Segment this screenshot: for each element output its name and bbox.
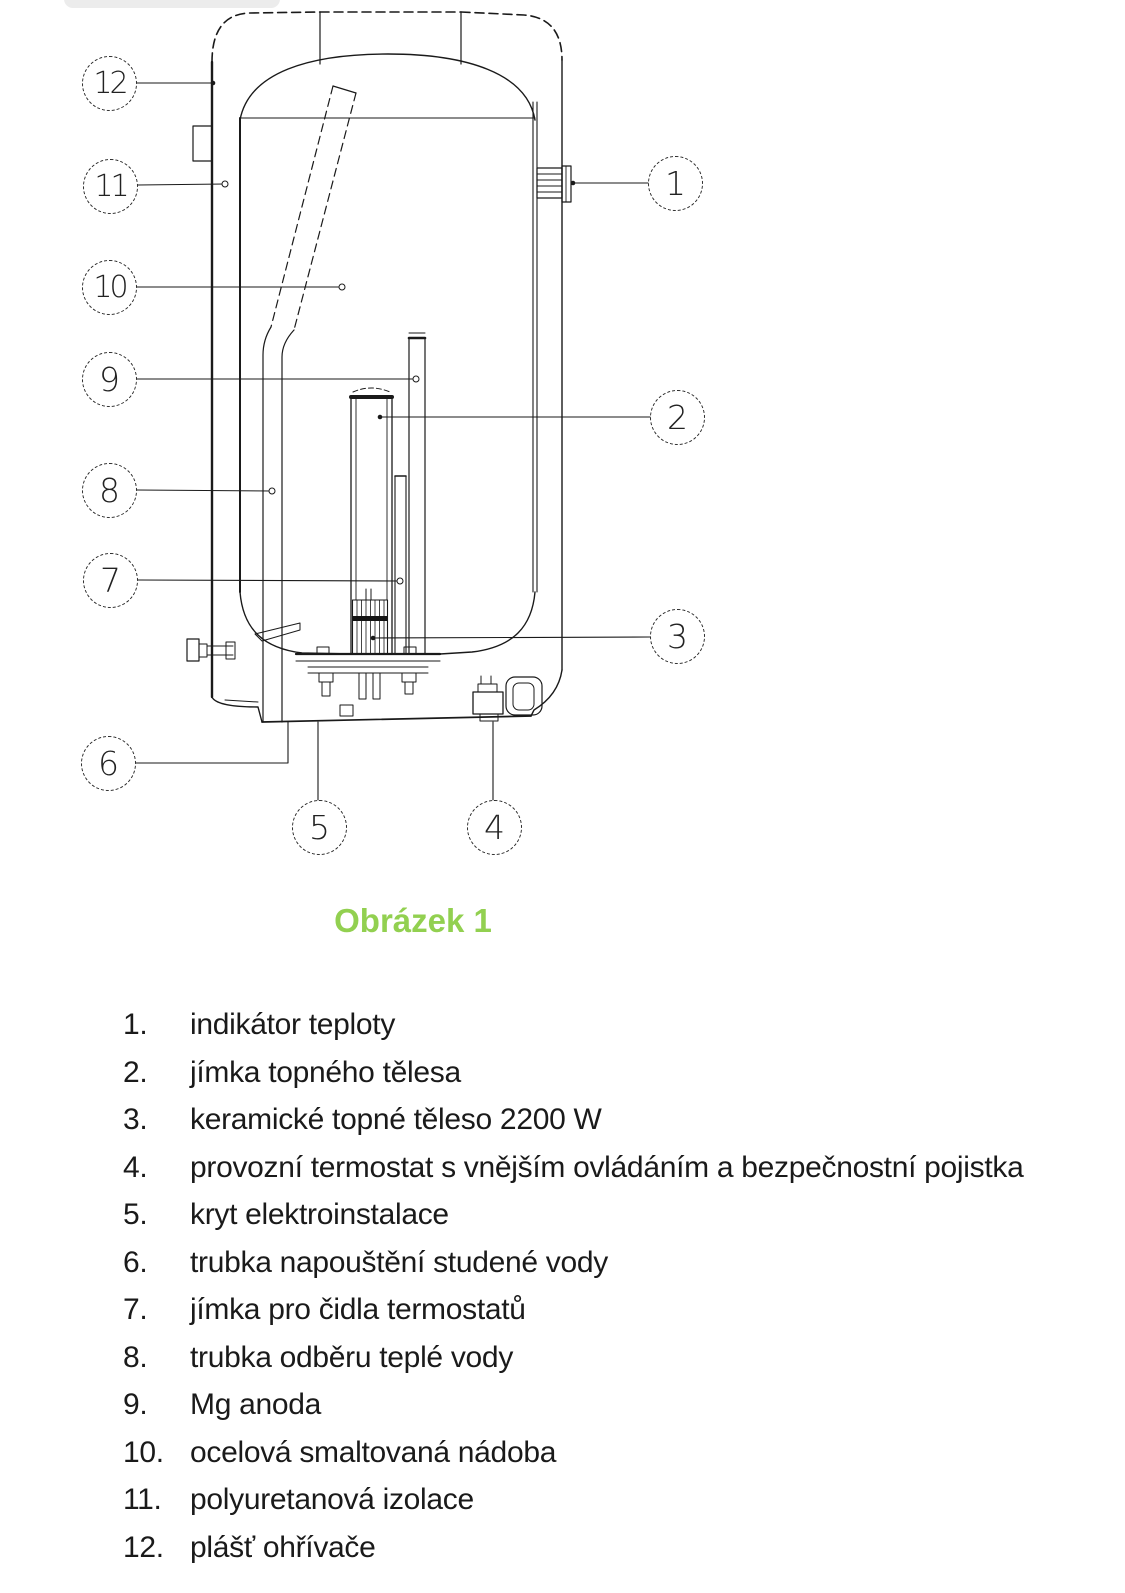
temperature-indicator-fitting: [537, 166, 571, 202]
legend-item-label: Mg anoda: [190, 1388, 322, 1421]
water-tubes: [263, 86, 356, 722]
legend-item-label: plášť ohřívače: [190, 1530, 376, 1564]
callout-8: 8: [82, 463, 137, 518]
legend-item-3: [123, 1100, 1073, 1148]
legend-item-label: kryt elektroinstalace: [190, 1198, 449, 1231]
legend-item-label: provozní termostat s vnějším ovládáním a bezpečnostní pojistka: [190, 1150, 1024, 1184]
flange-assembly: [296, 647, 440, 699]
heating-element: [353, 589, 388, 654]
legend-item-number: 11.: [123, 1483, 162, 1516]
legend-item-label: jímka pro čidla termostatů: [190, 1293, 526, 1326]
thermostat-pocket-tube: [395, 476, 406, 654]
legend-item-9: [123, 1385, 1073, 1433]
callout-7: 7: [83, 553, 138, 608]
legend-item-number: 9.: [123, 1388, 148, 1421]
callout-5: 5: [292, 800, 347, 855]
callout-9: 9: [82, 352, 137, 407]
tank-outline: [240, 54, 537, 654]
legend-item-4: [123, 1148, 1073, 1196]
legend-item-1: [123, 1005, 1073, 1053]
callout-4: 4: [467, 800, 522, 855]
callout-2: 2: [650, 390, 705, 445]
legend-item-label: trubka odběru teplé vody: [190, 1340, 514, 1374]
legend-list: [123, 1005, 1073, 1575]
legend-item-11: [123, 1480, 1073, 1528]
callout-10: 10: [82, 260, 137, 315]
callout-12: 12: [82, 56, 137, 111]
callout-11: 11: [83, 159, 138, 214]
legend-item-5: [123, 1195, 1073, 1243]
legend-item-number: 8.: [123, 1340, 148, 1374]
legend-item-number: 12.: [123, 1530, 164, 1564]
legend-item-number: 7.: [123, 1293, 148, 1326]
callout-1: 1: [648, 156, 703, 211]
legend-item-label: indikátor teploty: [190, 1008, 396, 1041]
legend-item-number: 1.: [123, 1008, 148, 1041]
legend-item-number: 6.: [123, 1245, 148, 1279]
legend-item-7: [123, 1290, 1073, 1338]
legend-item-label: polyuretanová izolace: [190, 1483, 474, 1516]
legend-item-label: trubka napouštění studené vody: [190, 1245, 608, 1279]
callout-6: 6: [81, 736, 136, 791]
legend-item-10: [123, 1433, 1073, 1481]
legend-item-label: ocelová smaltovaná nádoba: [190, 1435, 557, 1469]
legend-item-number: 5.: [123, 1198, 148, 1231]
bottom-cover: [340, 705, 353, 716]
legend-item-8: [123, 1338, 1073, 1386]
legend-item-2: [123, 1053, 1073, 1101]
legend-item-label: keramické topné těleso 2200 W: [190, 1103, 602, 1136]
legend-item-number: 3.: [123, 1103, 148, 1136]
legend-item-12: [123, 1528, 1073, 1576]
legend-item-label: jímka topného tělesa: [190, 1055, 461, 1089]
legend-item-number: 10.: [123, 1435, 164, 1469]
legend-item-number: 4.: [123, 1150, 148, 1184]
figure-caption: Obrázek 1: [334, 902, 492, 939]
legend-item-number: 2.: [123, 1055, 148, 1089]
callout-3: 3: [650, 609, 705, 664]
legend-item-6: [123, 1243, 1073, 1291]
